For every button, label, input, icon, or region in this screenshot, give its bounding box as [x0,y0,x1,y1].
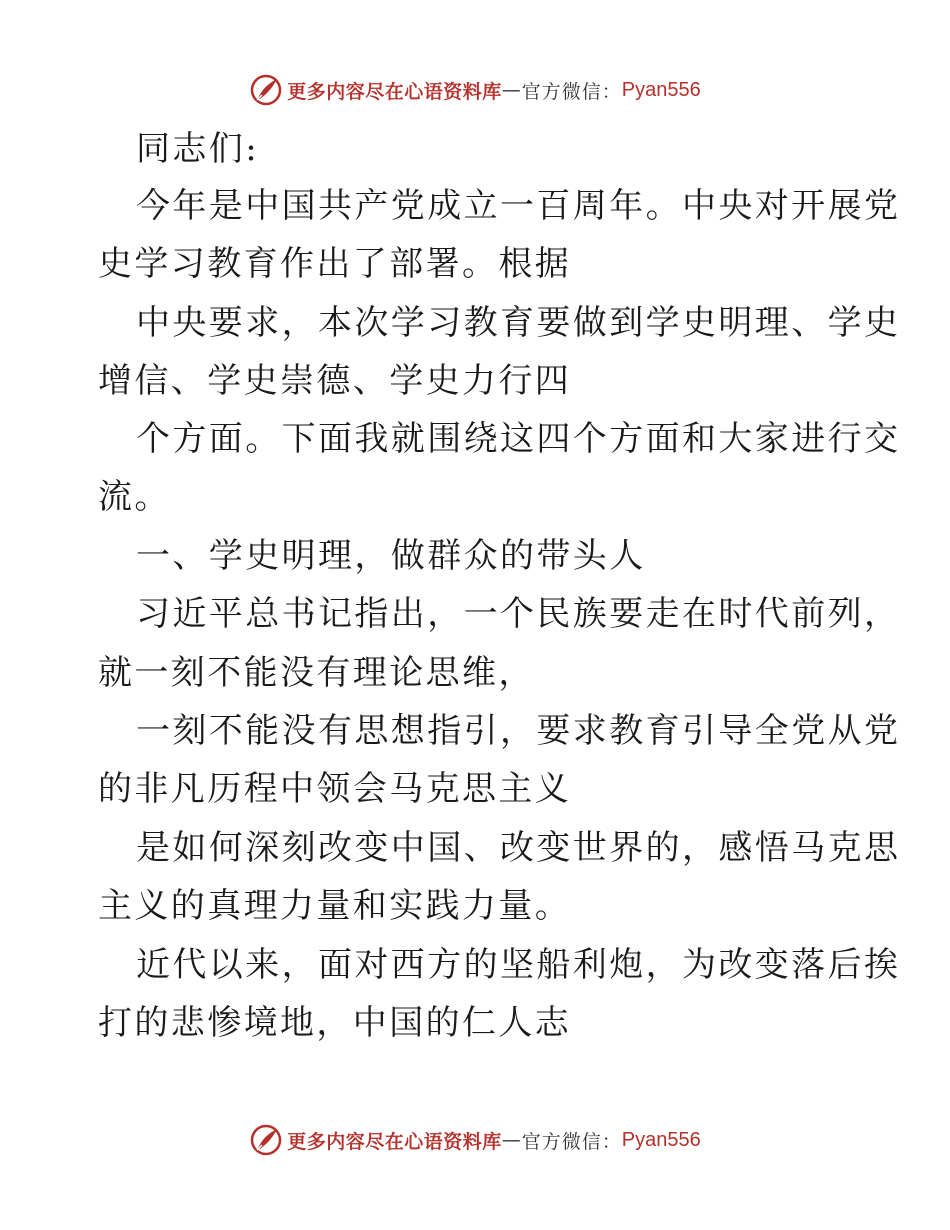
text-line: 主义的真理力量和实践力量。 [98,886,572,926]
brand-text: 更多内容尽在心语资料库 [287,80,502,103]
wechat-id: Pyan556 [621,1128,701,1151]
text-line: 今年是中国共产党成立一百周年。中央对开展党 [136,186,901,226]
text-line: 史学习教育作出了部署。根据 [98,244,572,284]
text-line: 习近平总书记指出，一个民族要走在时代前列， [136,594,901,634]
banner-dash: — [501,79,522,101]
text-line: 个方面。下面我就围绕这四个方面和大家进行交 [136,419,901,459]
text-line: 就一刻不能没有理论思维， [98,653,535,693]
header-watermark-banner [0,70,950,110]
text-line: 增信、学史崇德、学史力行四 [98,361,572,401]
banner-dash: — [501,1129,522,1151]
wechat-label: 官方微信： [521,80,622,103]
text-line: 中央要求，本次学习教育要做到学史明理、学史 [136,303,901,343]
text-line: 是如何深刻改变中国、改变世界的，感悟马克思 [136,828,901,868]
wechat-id: Pyan556 [621,78,701,101]
footer-watermark-banner [0,1120,950,1160]
brand-text: 更多内容尽在心语资料库 [287,1130,502,1153]
text-line: 同志们: [136,129,260,169]
text-line: 一刻不能没有思想指引，要求教育引导全党从党 [136,711,901,751]
section-heading: 一、学史明理，做群众的带头人 [136,536,646,576]
text-line: 打的悲惨境地，中国的仁人志 [98,1003,572,1043]
quill-pen-logo-icon [249,73,283,107]
text-line: 近代以来，面对西方的坚船利炮，为改变落后挨 [136,945,901,985]
wechat-label: 官方微信： [521,1130,622,1153]
quill-pen-logo-icon [249,1123,283,1157]
text-line: 流。 [98,477,171,517]
text-line: 的非凡历程中领会马克思主义 [98,769,572,809]
